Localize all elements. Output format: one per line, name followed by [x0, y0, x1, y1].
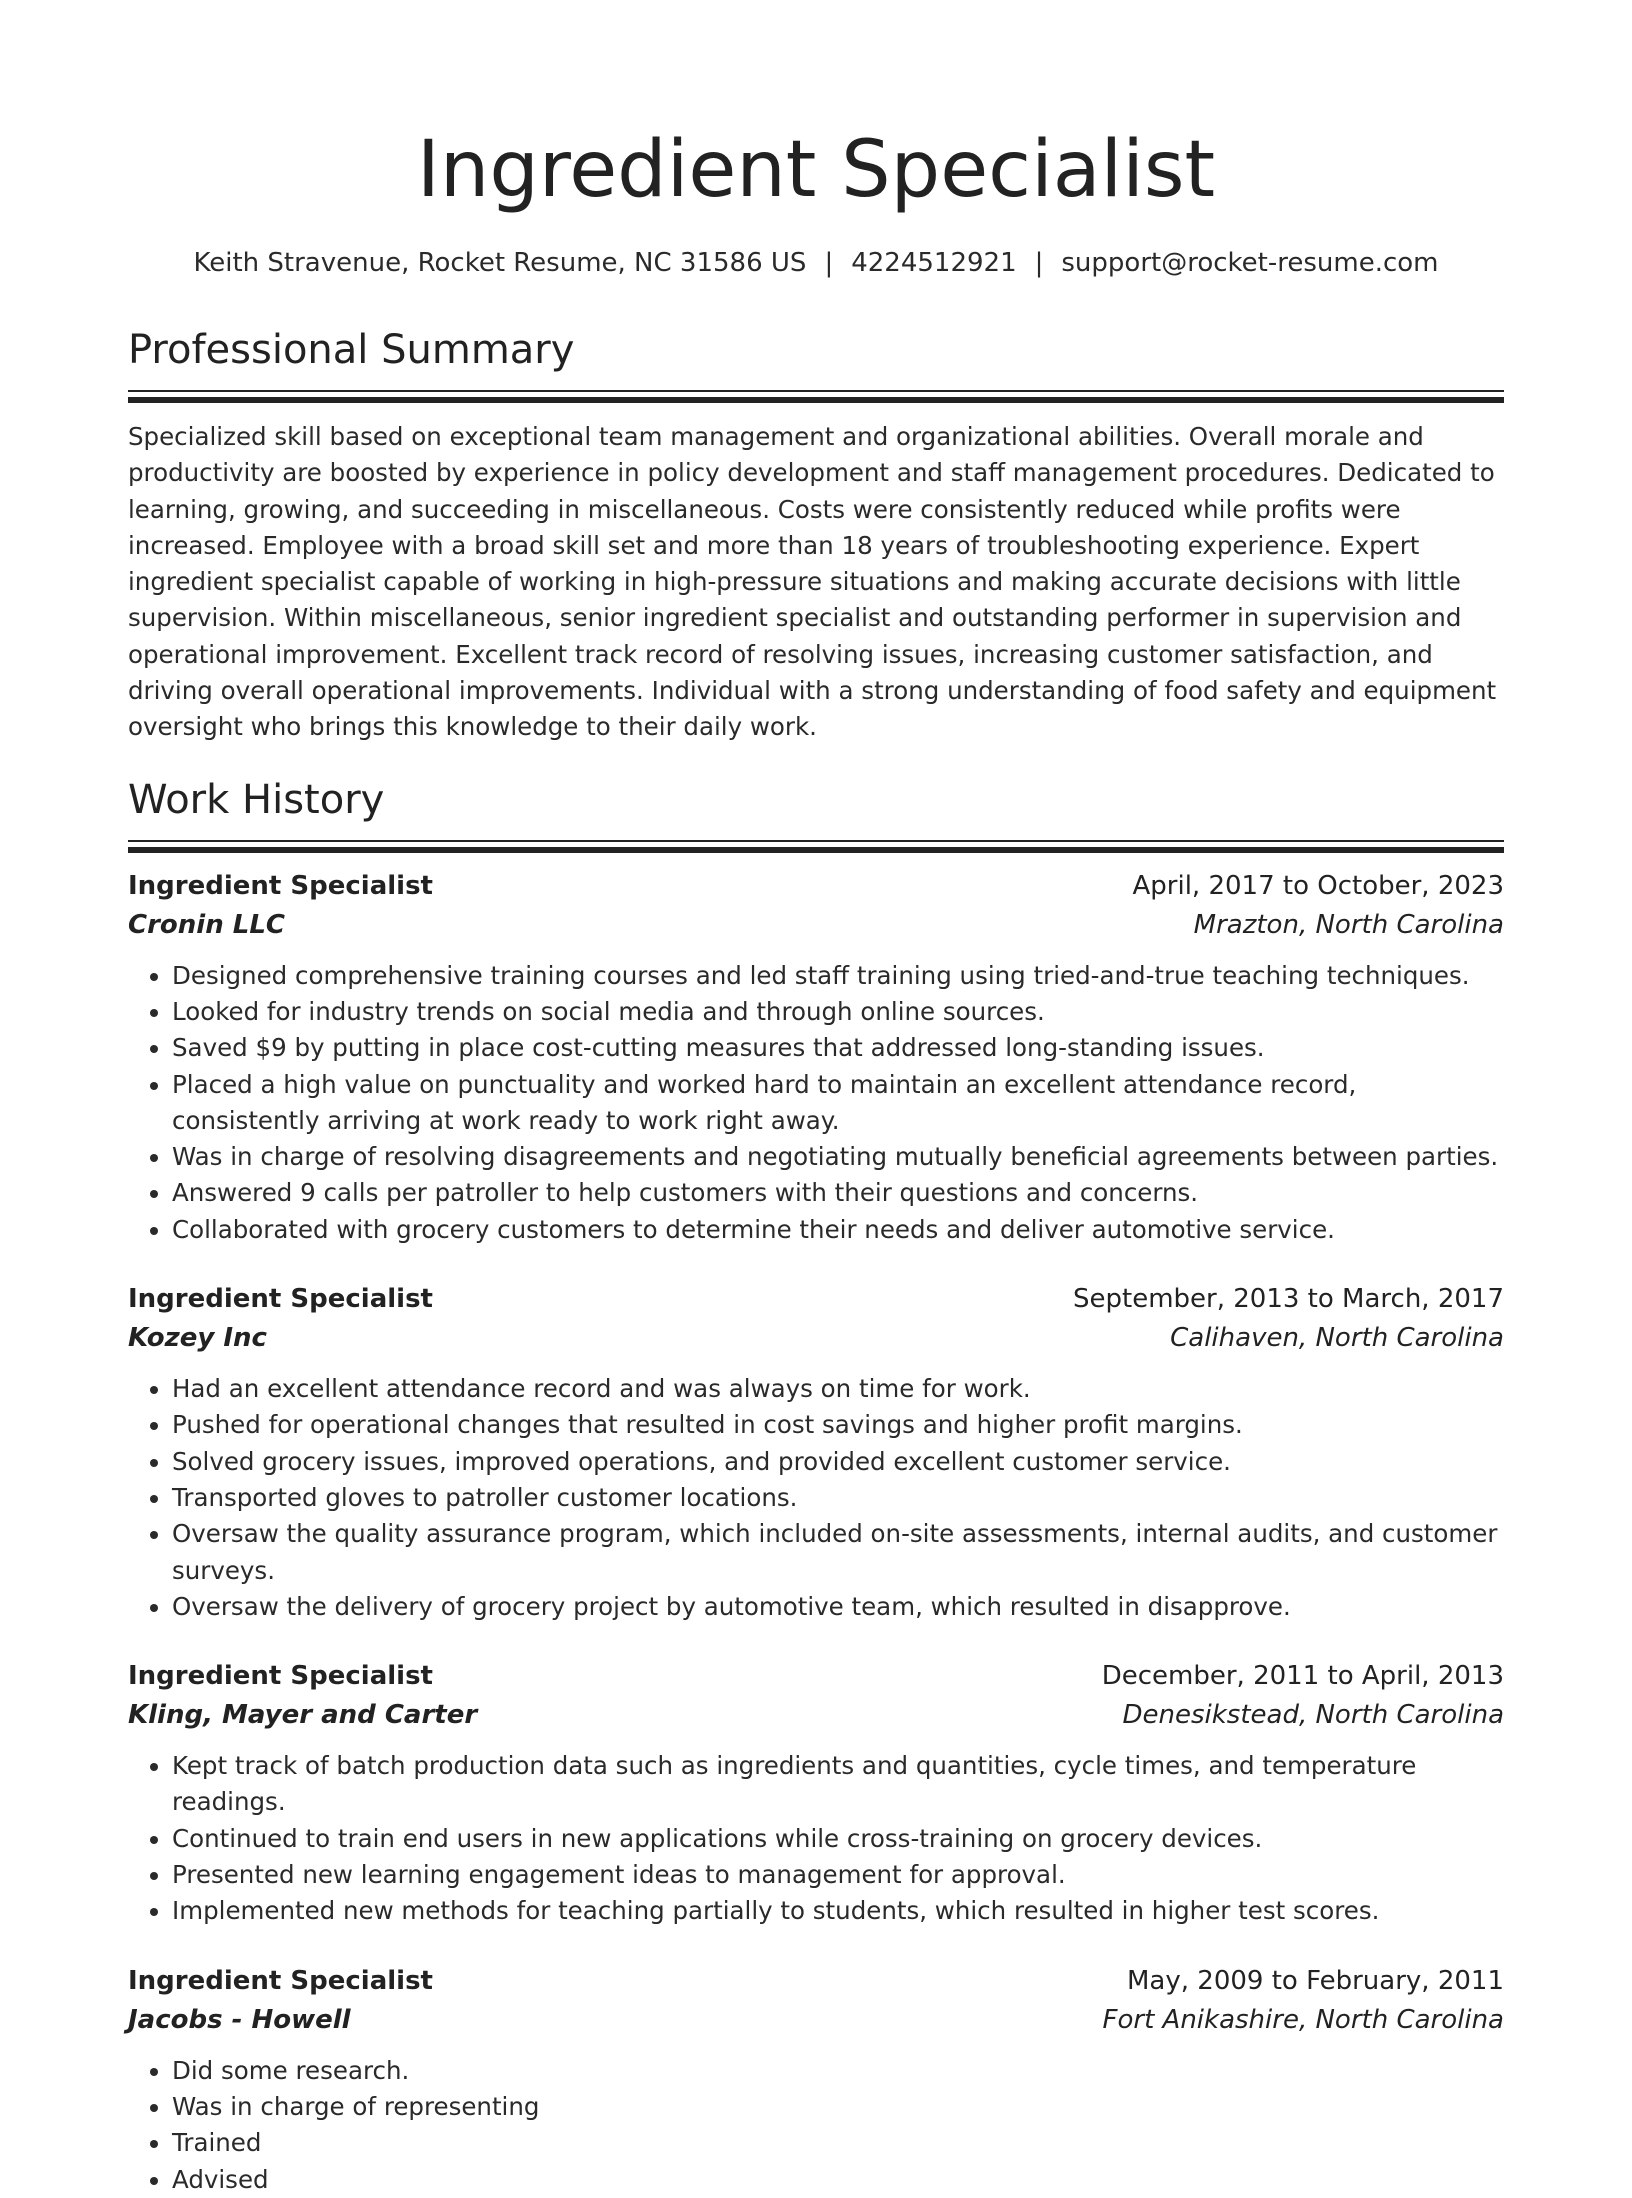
job-company-row [128, 905, 1504, 945]
job-dates: May, 2009 to February, 2011 [1127, 1965, 1504, 1996]
job-company: Jacobs - Howell [128, 2004, 351, 2035]
job-title: Ingredient Specialist [128, 1965, 433, 1996]
job-duty-item: • Kept track of batch production data such as ingredients and quantities, cycle times, and temperature readings. [172, 1748, 1504, 1821]
job-duty-item: • Looked for industry trends on social media and through online sources. [172, 994, 1504, 1030]
work-history-section [128, 776, 1504, 2198]
job-duties-list [128, 2053, 1504, 2198]
job-location: Mrazton, North Carolina [1193, 909, 1504, 940]
job-duty-item: • Implemented new methods for teaching partially to students, which resulted in higher test scores. [172, 1893, 1504, 1929]
contact-separator: | [824, 248, 834, 278]
job-entry [128, 1280, 1504, 1625]
job-location: Denesikstead, North Carolina [1122, 1700, 1504, 1731]
job-duty-item: • Transported gloves to patroller customer locations. [172, 1480, 1504, 1516]
job-title: Ingredient Specialist [128, 870, 433, 901]
job-duty-item: • Oversaw the quality assurance program, which included on-site assessments, internal audits, and customer surveys. [172, 1516, 1504, 1589]
resume-title: Ingredient Specialist [416, 125, 1216, 215]
job-duty-item: • Answered 9 calls per patroller to help customers with their questions and concerns. [172, 1175, 1504, 1211]
job-company: Cronin LLC [128, 909, 285, 940]
job-duty-item: • Pushed for operational changes that resulted in cost savings and higher profit margins. [172, 1407, 1504, 1443]
job-company-row [128, 1695, 1504, 1735]
job-company-row [128, 1318, 1504, 1358]
contact-address: Keith Stravenue, Rocket Resume, NC 31586 US [193, 248, 807, 278]
job-list [128, 867, 1504, 2198]
job-location: Fort Anikashire, North Carolina [1102, 2004, 1504, 2035]
section-divider [128, 390, 1504, 403]
job-entry [128, 867, 1504, 1248]
section-heading-summary: Professional Summary [128, 327, 575, 373]
job-header-row [128, 1657, 1504, 1695]
job-duty-item: • Continued to train end users in new applications while cross-training on grocery devices. [172, 1821, 1504, 1857]
job-duty-item: • Placed a high value on punctuality and worked hard to maintain an excellent attendance record, consistently arriving at work ready to work right away. [172, 1067, 1504, 1140]
professional-summary-section [128, 326, 1504, 746]
job-entry [128, 1657, 1504, 1929]
job-duties-list [128, 1371, 1504, 1625]
job-dates: December, 2011 to April, 2013 [1101, 1661, 1504, 1692]
job-header-row [128, 1280, 1504, 1318]
job-duty-item: • Presented new learning engagement ideas to management for approval. [172, 1857, 1504, 1893]
job-duty-item: • Saved $9 by putting in place cost-cutting measures that addressed long-standing issues. [172, 1030, 1504, 1066]
job-duty-item: • Was in charge of resolving disagreements and negotiating mutually beneficial agreements between parties. [172, 1139, 1504, 1175]
job-duty-item: • Had an excellent attendance record and was always on time for work. [172, 1371, 1504, 1407]
job-duty-item: • Trained [172, 2125, 1504, 2161]
contact-phone: 4224512921 [851, 248, 1017, 278]
job-duty-item: • Was in charge of representing [172, 2089, 1504, 2125]
job-title: Ingredient Specialist [128, 1284, 433, 1315]
job-duty-item: • Solved grocery issues, improved operations, and provided excellent customer service. [172, 1444, 1504, 1480]
job-header-row [128, 867, 1504, 905]
contact-separator: | [1034, 248, 1044, 278]
job-title: Ingredient Specialist [128, 1661, 433, 1692]
contact-line [128, 246, 1504, 280]
job-duty-item: • Did some research. [172, 2053, 1504, 2089]
job-duty-item: • Collaborated with grocery customers to determine their needs and deliver automotive service. [172, 1212, 1504, 1248]
job-company: Kozey Inc [128, 1323, 267, 1354]
section-divider [128, 840, 1504, 853]
job-dates: April, 2017 to October, 2023 [1132, 870, 1504, 901]
job-company-row [128, 2000, 1504, 2040]
summary-text: Specialized skill based on exceptional team management and organizational abilities. Overall morale and productivity are boosted by experience in policy development and staff management procedures. Dedicated to learning, growing, and succeeding in miscellaneous. Costs were consistently reduced while profits were increased. Employee with a broad skill set and more than 18 years of troubleshooting experience. Expert ingredient specialist capable of working in high-pressure situations and making accurate decisions with little supervision. Within miscellaneous, senior ingredient specialist and outstanding performer in supervision and operational improvement. Excellent track record of resolving issues, increasing customer satisfaction, and driving overall operational improvements. Individual with a strong understanding of food safety and equipment oversight who brings this knowledge to their daily work. [128, 422, 1497, 742]
job-dates: September, 2013 to March, 2017 [1073, 1284, 1504, 1315]
job-duty-item: • Designed comprehensive training courses and led staff training using tried-and-true teaching techniques. [172, 958, 1504, 994]
job-duty-item: • Advised [172, 2162, 1504, 2198]
job-header-row [128, 1962, 1504, 2000]
job-duty-item: • Oversaw the delivery of grocery project by automotive team, which resulted in disapprove. [172, 1589, 1504, 1625]
contact-email: support@rocket-resume.com [1061, 248, 1439, 278]
job-location: Calihaven, North Carolina [1170, 1323, 1504, 1354]
job-entry [128, 1962, 1504, 2198]
job-duties-list [128, 1748, 1504, 1929]
job-company: Kling, Mayer and Carter [128, 1700, 478, 1731]
job-duties-list [128, 958, 1504, 1248]
section-heading-work-history: Work History [128, 776, 385, 823]
